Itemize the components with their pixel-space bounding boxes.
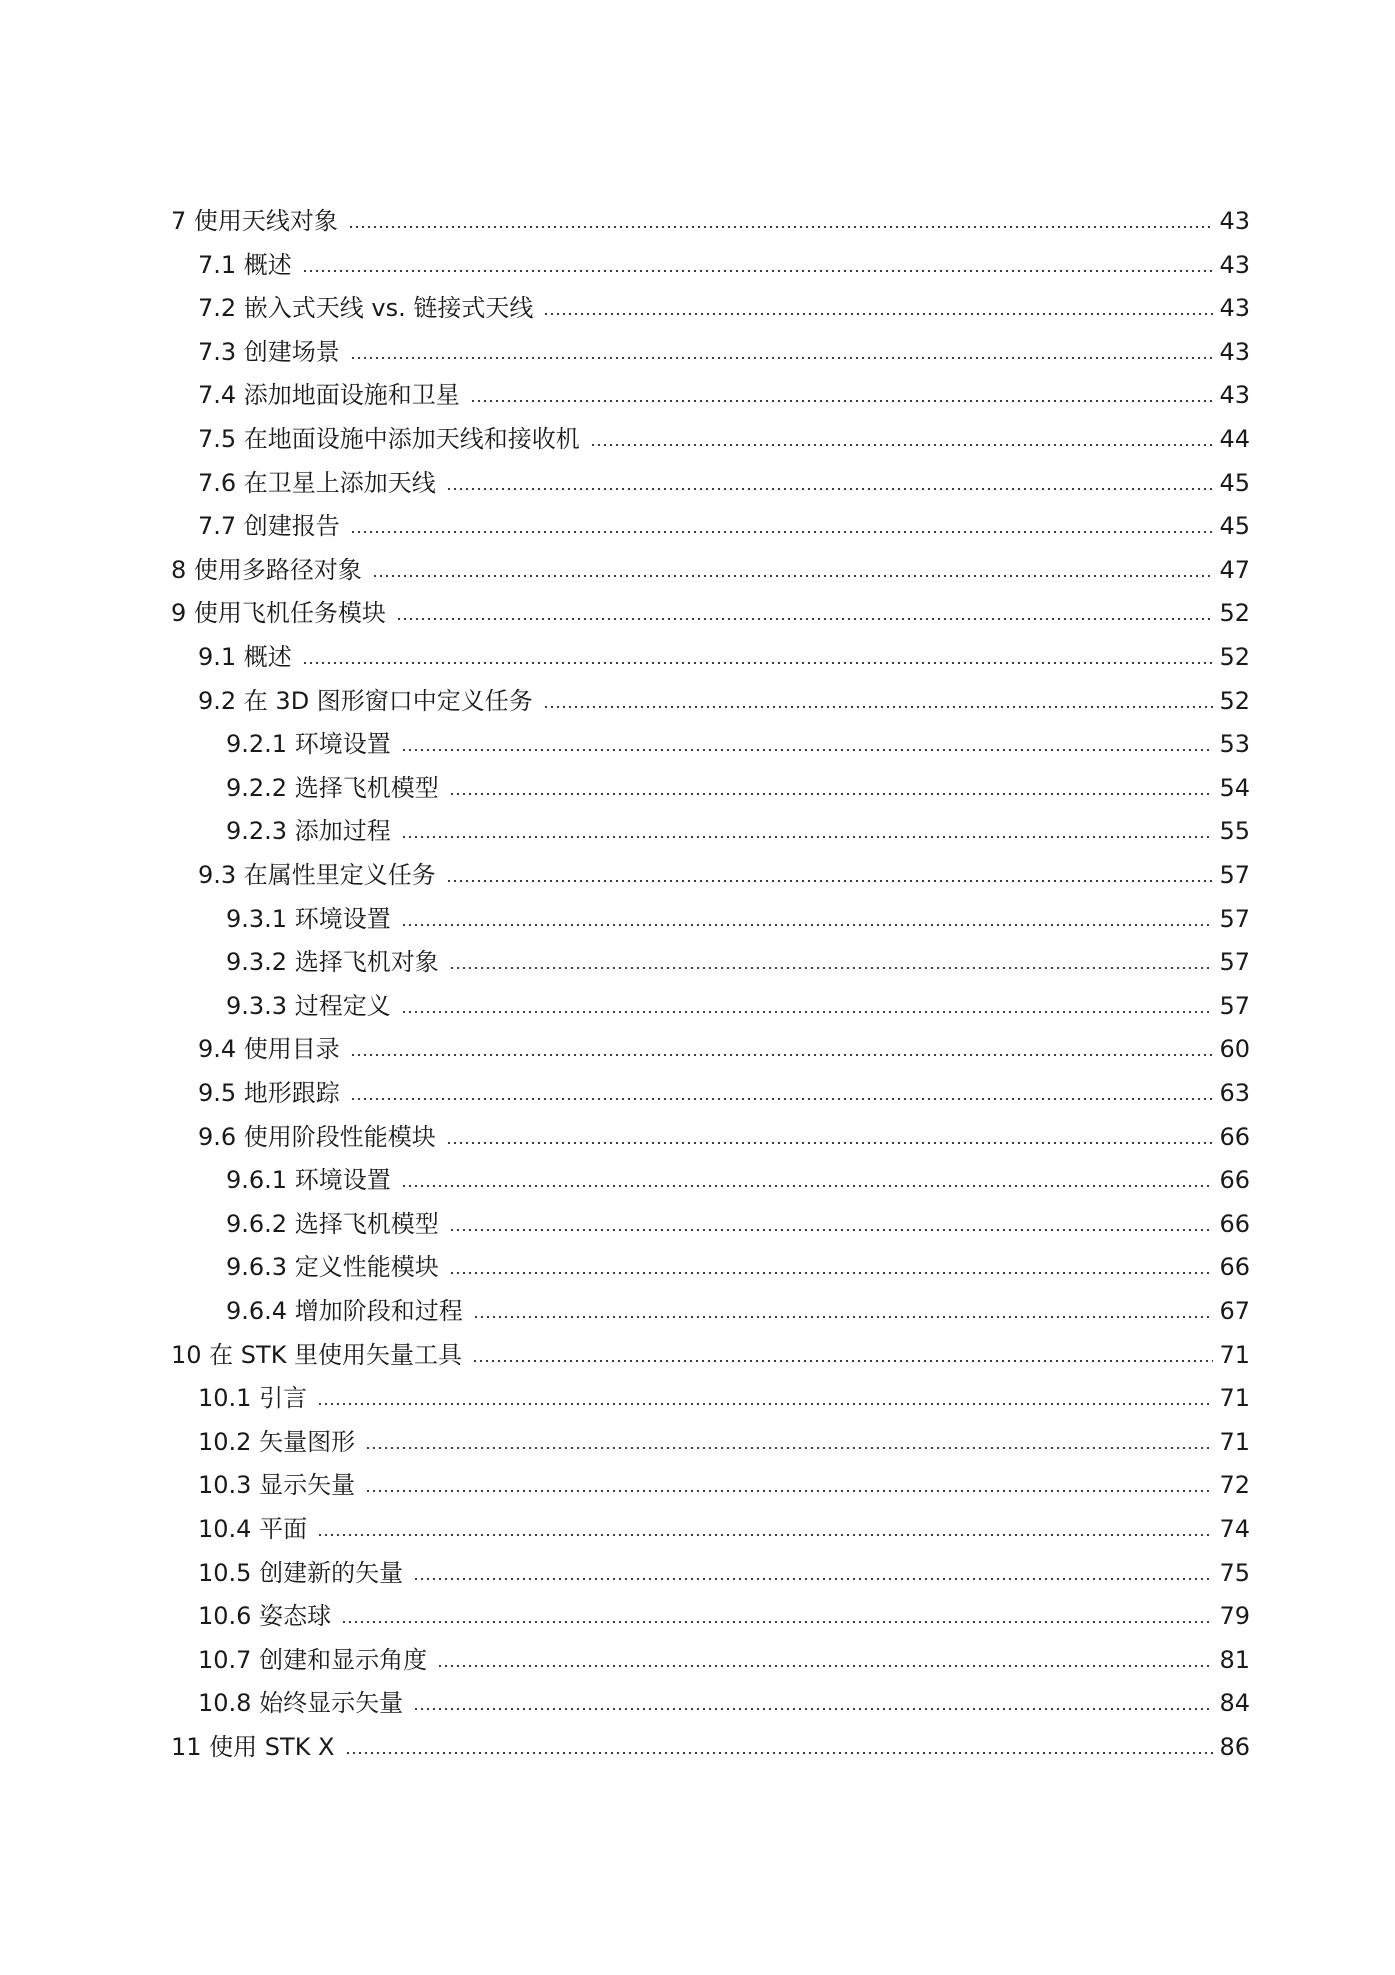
- toc-entry[interactable]: [198, 637, 1250, 677]
- toc-entry[interactable]: [198, 1117, 1250, 1157]
- toc-entry-title: 7.4 添加地面设施和卫星: [198, 381, 460, 410]
- toc-entry-title: 7.7 创建报告: [198, 512, 340, 541]
- toc-entry-page-number: 86: [1219, 1733, 1250, 1761]
- toc-entry-title: 7.6 在卫星上添加天线: [198, 468, 436, 497]
- toc-entry[interactable]: [171, 593, 1250, 633]
- toc-entry[interactable]: [198, 419, 1250, 459]
- dot-leader: [348, 226, 1214, 228]
- toc-entry-title: 10.8 始终显示矢量: [198, 1689, 404, 1718]
- toc-entry-page-number: 52: [1219, 643, 1250, 671]
- toc-entry-page-number: 43: [1219, 337, 1250, 366]
- toc-entry-title: 7.3 创建场景: [198, 337, 340, 366]
- toc-entry[interactable]: [171, 1727, 1250, 1767]
- toc-entry-title: 10.6 姿态球: [198, 1602, 332, 1631]
- toc-entry[interactable]: [198, 1029, 1250, 1069]
- dot-leader: [437, 1665, 1213, 1667]
- toc-entry[interactable]: [198, 332, 1250, 372]
- toc-entry-page-number: 66: [1219, 1209, 1250, 1238]
- toc-entry-page-number: 47: [1219, 555, 1250, 584]
- toc-entry[interactable]: [171, 201, 1250, 241]
- toc-entry-page-number: 57: [1219, 861, 1250, 889]
- toc-entry-title: 10.7 创建和显示角度: [198, 1645, 428, 1674]
- dot-leader: [543, 313, 1213, 315]
- toc-entry-title: 10.1 引言: [198, 1384, 308, 1413]
- dot-leader: [473, 1316, 1214, 1318]
- dot-leader: [396, 618, 1214, 620]
- dot-leader: [449, 1229, 1214, 1231]
- toc-entry-page-number: 43: [1219, 207, 1250, 235]
- toc-entry-title: 9.2.1 环境设置: [226, 730, 391, 759]
- toc-entry-title: 9.4 使用目录: [198, 1035, 340, 1064]
- toc-entry-title: 9.3 在属性里定义任务: [198, 861, 436, 889]
- toc-entry-page-number: 45: [1219, 468, 1250, 497]
- dot-leader: [401, 836, 1214, 838]
- toc-entry-title: 9.6.1 环境设置: [226, 1166, 391, 1195]
- dot-leader: [446, 488, 1214, 490]
- dot-leader: [472, 1360, 1213, 1362]
- toc-entry[interactable]: [198, 855, 1250, 895]
- toc-entry-page-number: 45: [1219, 512, 1250, 541]
- toc-entry-page-number: 74: [1219, 1515, 1250, 1543]
- dot-leader: [590, 444, 1214, 446]
- toc-entry-page-number: 57: [1219, 991, 1250, 1020]
- toc-entry[interactable]: [226, 1291, 1250, 1331]
- toc-entry[interactable]: [226, 942, 1250, 982]
- toc-entry[interactable]: [226, 768, 1250, 808]
- toc-entry[interactable]: [226, 1247, 1250, 1287]
- toc-entry[interactable]: [198, 506, 1250, 546]
- toc-entry[interactable]: [198, 1465, 1250, 1505]
- toc-entry-page-number: 43: [1219, 381, 1250, 410]
- dot-leader: [302, 662, 1214, 664]
- toc-entry[interactable]: [198, 1683, 1250, 1723]
- toc-entry-page-number: 44: [1219, 425, 1250, 453]
- toc-entry[interactable]: [226, 1204, 1250, 1244]
- toc-entry-page-number: 57: [1219, 948, 1250, 977]
- dot-leader: [446, 1142, 1214, 1144]
- toc-entry-title: 9.6.3 定义性能模块: [226, 1253, 439, 1282]
- dot-leader: [401, 1185, 1214, 1187]
- toc-entry-title: 10.2 矢量图形: [198, 1427, 356, 1456]
- toc-entry-page-number: 43: [1219, 294, 1250, 323]
- toc-entry-title: 9.6.4 增加阶段和过程: [226, 1297, 463, 1325]
- toc-entry-page-number: 63: [1219, 1079, 1250, 1107]
- toc-entry-title: 9.5 地形跟踪: [198, 1079, 340, 1107]
- toc-entry[interactable]: [198, 463, 1250, 503]
- toc-entry-page-number: 43: [1219, 250, 1250, 279]
- toc-entry-page-number: 55: [1219, 817, 1250, 846]
- toc-entry-title: 7.1 概述: [198, 250, 292, 279]
- toc-entry[interactable]: [198, 1073, 1250, 1113]
- toc-entry-page-number: 54: [1219, 773, 1250, 802]
- toc-entry-page-number: 53: [1219, 730, 1250, 759]
- dot-leader: [543, 706, 1214, 708]
- toc-entry[interactable]: [198, 288, 1250, 328]
- toc-entry-page-number: 81: [1219, 1645, 1250, 1674]
- toc-entry[interactable]: [226, 811, 1250, 851]
- toc-entry[interactable]: [226, 986, 1250, 1026]
- dot-leader: [372, 575, 1214, 577]
- toc-entry[interactable]: [198, 375, 1250, 415]
- toc-entry[interactable]: [198, 1422, 1250, 1462]
- toc-entry-title: 10.4 平面: [198, 1515, 308, 1543]
- dot-leader: [341, 1621, 1213, 1623]
- toc-entry[interactable]: [198, 1553, 1250, 1593]
- dot-leader: [446, 880, 1214, 882]
- dot-leader: [449, 1272, 1214, 1274]
- dot-leader: [401, 924, 1214, 926]
- toc-entry[interactable]: [198, 1378, 1250, 1418]
- toc-entry-title: 9.2.2 选择飞机模型: [226, 773, 439, 802]
- toc-entry-page-number: 75: [1219, 1558, 1250, 1587]
- dot-leader: [350, 531, 1214, 533]
- toc-entry[interactable]: [171, 1335, 1250, 1375]
- toc-entry-title: 9.1 概述: [198, 643, 292, 671]
- toc-entry-title: 7 使用天线对象: [171, 207, 338, 235]
- toc-entry-title: 9.3.1 环境设置: [226, 904, 391, 933]
- toc-entry[interactable]: [226, 899, 1250, 939]
- toc-entry[interactable]: [198, 1596, 1250, 1636]
- toc-entry-title: 8 使用多路径对象: [171, 555, 362, 584]
- toc-entry-title: 10.5 创建新的矢量: [198, 1558, 404, 1587]
- dot-leader: [401, 1011, 1214, 1013]
- dot-leader: [470, 400, 1214, 402]
- toc-entry-page-number: 67: [1219, 1297, 1250, 1325]
- toc-entry-page-number: 52: [1219, 599, 1250, 628]
- toc-entry-title: 9.6.2 选择飞机模型: [226, 1209, 439, 1238]
- toc-entry-title: 7.2 嵌入式天线 vs. 链接式天线: [198, 294, 534, 323]
- toc-entry-page-number: 66: [1219, 1122, 1250, 1151]
- dot-leader: [401, 749, 1214, 751]
- toc-entry-title: 9.2.3 添加过程: [226, 817, 391, 846]
- toc-entry-page-number: 66: [1219, 1166, 1250, 1195]
- toc-entry-title: 9 使用飞机任务模块: [171, 599, 386, 628]
- toc-entry[interactable]: [198, 681, 1250, 721]
- dot-leader: [413, 1708, 1213, 1710]
- toc-entry-page-number: 57: [1219, 904, 1250, 933]
- toc-entry[interactable]: [198, 1640, 1250, 1680]
- toc-entry-page-number: 66: [1219, 1253, 1250, 1282]
- toc-entry-page-number: 71: [1219, 1427, 1250, 1456]
- toc-entry[interactable]: [198, 245, 1250, 285]
- dot-leader: [413, 1578, 1213, 1580]
- dot-leader: [350, 1098, 1214, 1100]
- dot-leader: [345, 1752, 1214, 1754]
- toc-entry-page-number: 79: [1219, 1602, 1250, 1631]
- dot-leader: [350, 1054, 1214, 1056]
- toc-entry[interactable]: [171, 550, 1250, 590]
- toc-entry-title: 7.5 在地面设施中添加天线和接收机: [198, 425, 580, 453]
- toc-entry-page-number: 52: [1219, 686, 1250, 715]
- toc-entry-title: 11 使用 STK X: [171, 1733, 335, 1761]
- toc-entry-title: 10.3 显示矢量: [198, 1471, 356, 1500]
- dot-leader: [302, 270, 1214, 272]
- dot-leader: [350, 357, 1214, 359]
- toc-entry-title: 9.3.2 选择飞机对象: [226, 948, 439, 977]
- dot-leader: [365, 1447, 1213, 1449]
- toc-entry-title: 9.6 使用阶段性能模块: [198, 1122, 436, 1151]
- dot-leader: [365, 1490, 1213, 1492]
- toc-entry-page-number: 72: [1219, 1471, 1250, 1500]
- toc-entry-page-number: 60: [1219, 1035, 1250, 1064]
- dot-leader: [449, 793, 1214, 795]
- dot-leader: [317, 1403, 1213, 1405]
- toc-entry[interactable]: [226, 1160, 1250, 1200]
- toc-entry-page-number: 71: [1219, 1384, 1250, 1413]
- dot-leader: [449, 967, 1214, 969]
- toc-entry-title: 10 在 STK 里使用矢量工具: [171, 1340, 463, 1369]
- toc-entry[interactable]: [198, 1509, 1250, 1549]
- toc-entry-title: 9.3.3 过程定义: [226, 991, 391, 1020]
- toc-entry[interactable]: [226, 724, 1250, 764]
- toc-entry-page-number: 71: [1219, 1340, 1250, 1369]
- toc-entry-page-number: 84: [1219, 1689, 1250, 1718]
- dot-leader: [317, 1534, 1213, 1536]
- toc-entry-title: 9.2 在 3D 图形窗口中定义任务: [198, 686, 533, 715]
